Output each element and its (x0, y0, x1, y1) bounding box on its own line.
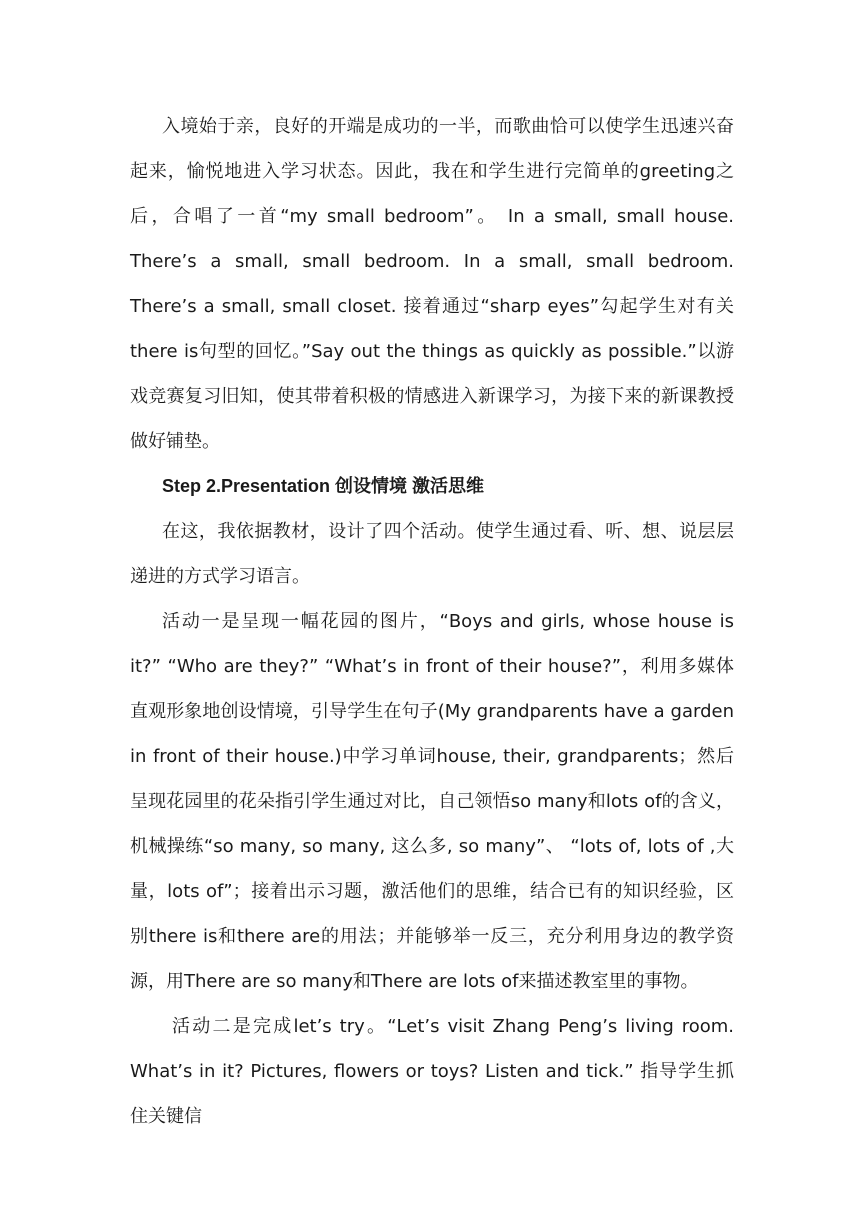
paragraph-activity-2: 活动二是完成let’s try。“Let’s visit Zhang Peng’s living room. What’s in it? Pictures, flowers or toys? Listen and tick.” 指导学生抓住关键信 (130, 1016, 734, 1127)
paragraph-intro: 在这，我依据教材，设计了四个活动。使学生通过看、听、想、说层层递进的方式学习语言。 (130, 521, 734, 587)
body-text (130, 104, 734, 1139)
paragraph-warmup: 入境始于亲，良好的开端是成功的一半，而歌曲恰可以使学生迅速兴奋起来，愉悦地进入学习状态。因此，我在和学生进行完简单的greeting之后，合唱了一首“my small bedroom”。 In a small, small house. There’s a small, small bedroom. In a small, small bedroom. There’s a small, small closet. 接着通过“sharp eyes”勾起学生对有关there is句型的回忆。”Say out the things as quickly as possible.”以游戏竞赛复习旧知，使其带着积极的情感进入新课学习，为接下来的新课教授做好铺垫。 (130, 116, 734, 452)
section-heading-step2: Step 2.Presentation 创设情境 激活思维 (162, 476, 485, 496)
paragraph-activity-1: 活动一是呈现一幅花园的图片，“Boys and girls, whose house is it?” “Who are they?” “What’s in front of their house?”，利用多媒体直观形象地创设情境，引导学生在句子(My grandparents have a garden in front of their house.)中学习单词house, their, grandparents；然后呈现花园里的花朵指引学生通过对比，自己领悟so many和lots of的含义，机械操练“so many, so many, 这么多, so many”、 “lots of, lots of ,大量，lots of”；接着出示习题，激活他们的思维，结合已有的知识经验，区别there is和there are的用法；并能够举一反三，充分利用身边的教学资源，用There are so many和There are lots of来描述教室里的事物。 (130, 611, 734, 992)
